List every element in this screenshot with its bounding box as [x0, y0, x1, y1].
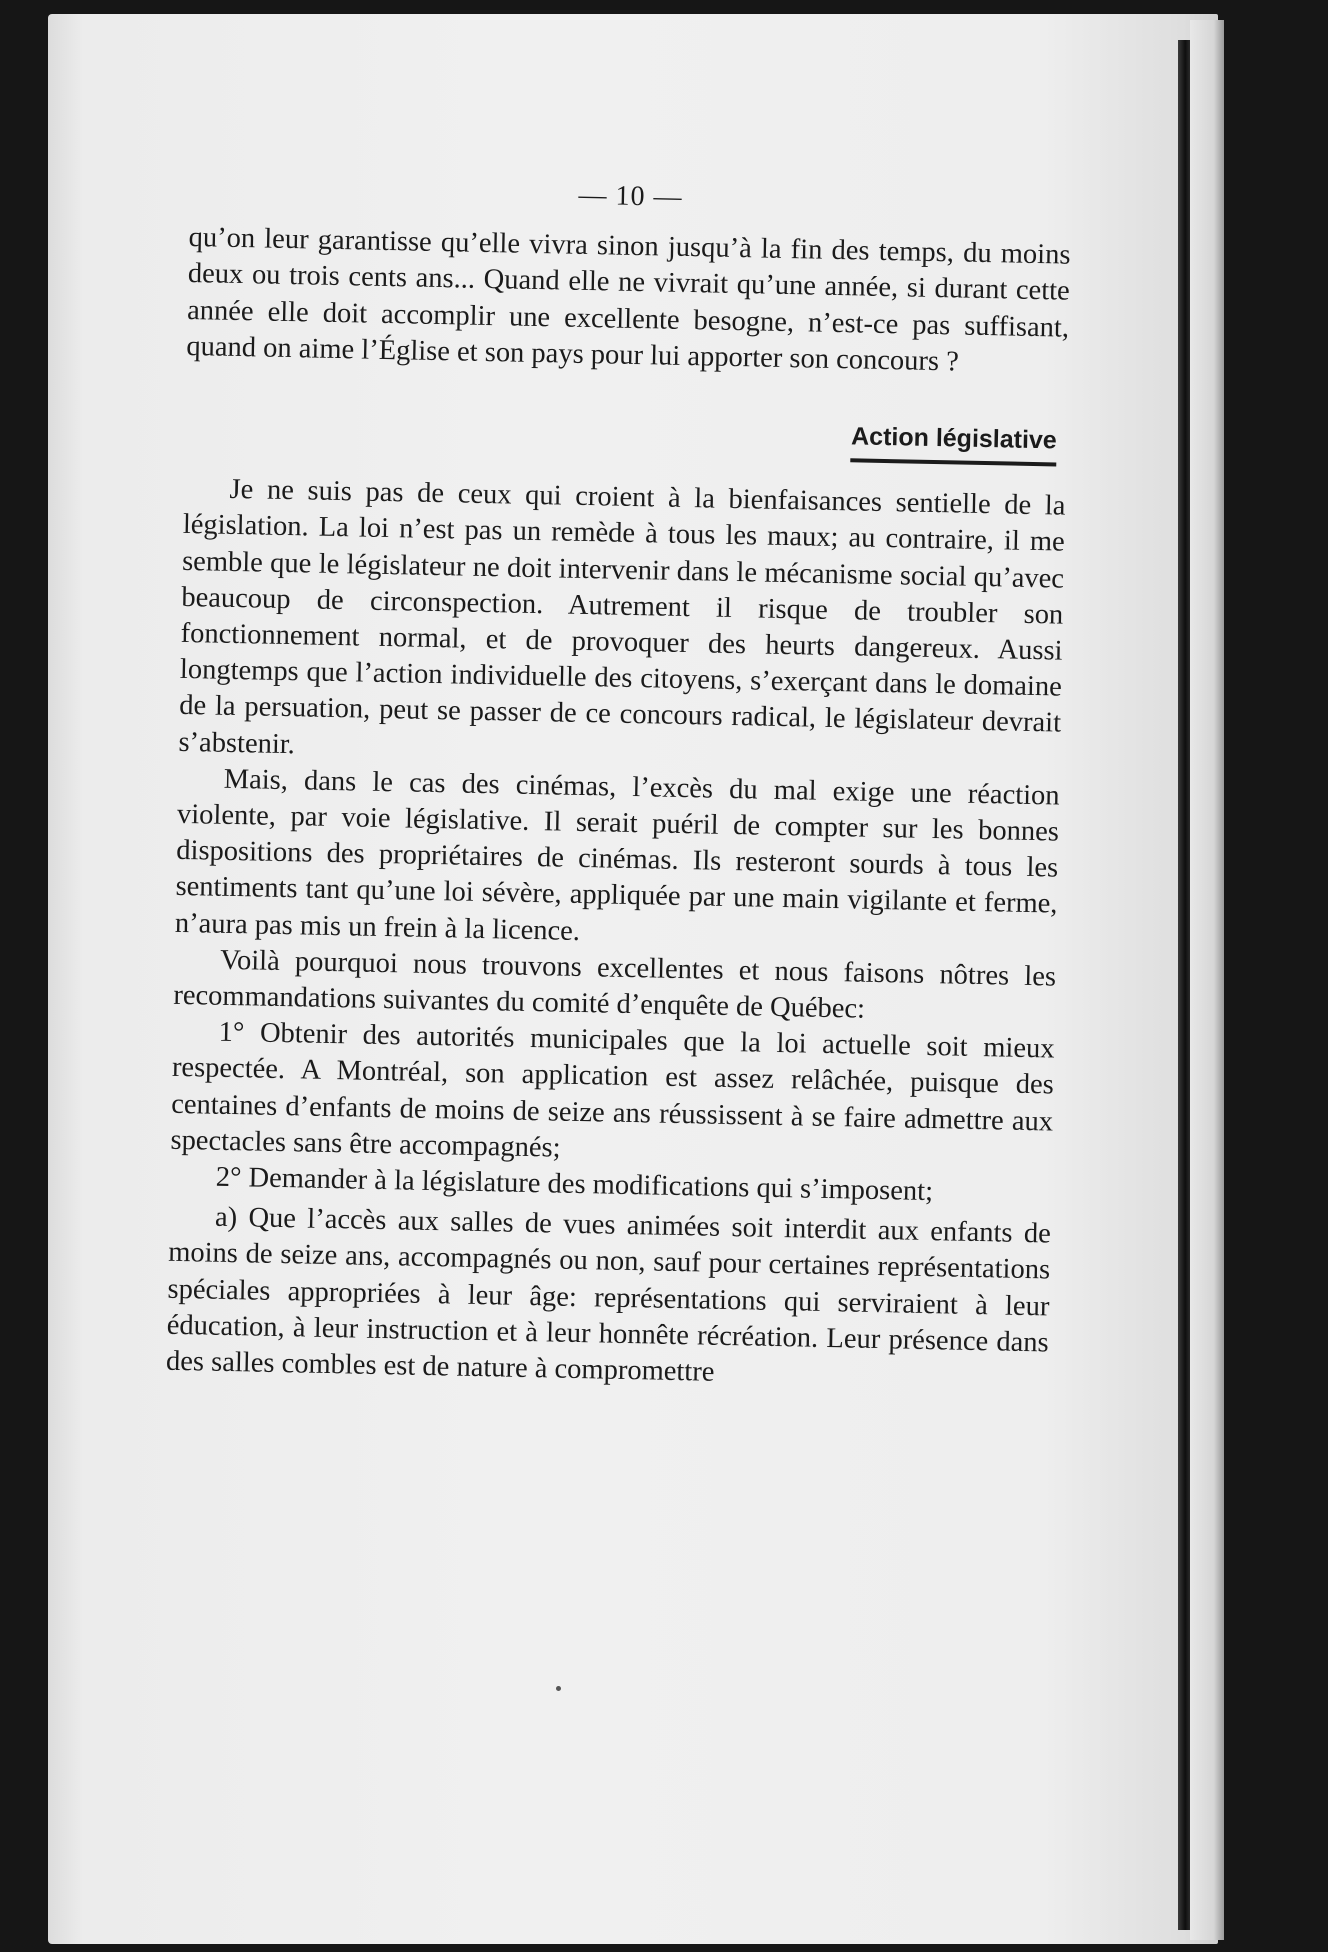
paragraph: Mais, dans le cas des cinémas, l’excès du mal exige une réaction violente, par voie législative. Il serait puéril de compter sur les bonnes dispositions des propriétaires de cinémas. Ils resteront sourds à tous les sentiments tant qu’une loi sévère, appliquée par une main vigilante et ferme, n’aura pas mis un frein à la licence.: [174, 763, 1060, 947]
section-heading-wrap: [184, 405, 1057, 467]
book-spine-shadow: [1178, 40, 1190, 1930]
paragraph: Voilà pourquoi nous trouvons excellentes et nous faisons nôtres les recommandations suivantes du comité d’enquête de Québec:: [173, 944, 1057, 1025]
facing-page-edge: [1190, 20, 1224, 1940]
section-heading: Action législative: [851, 418, 1057, 466]
page-number: — 10 —: [578, 179, 683, 213]
paragraph: a) Que l’accès aux salles de vues animées soit interdit aux enfants de moins de seize ans, accompagnés ou non, sauf pour certaines représentations spéciales appropriées à leur âge: représentations qui serviraient à leur éducation, à leur instruction et à leur honnête récréation. Leur présence dans des salles combles est de nature à compromettre: [165, 1201, 1052, 1388]
paragraph: 1° Obtenir des autorités municipales que la loi actuelle soit mieux respectée. A Montréal, son application est assez relâchée, puisque des centaines d’enfants de moins de seize ans réussissent à se faire admettre aux spectacles sans être accompagnés;: [170, 1017, 1055, 1164]
speck-mark: [556, 1686, 561, 1691]
page-text-block: [166, 170, 1072, 1398]
paragraph-continuation: qu’on leur garantisse qu’elle vivra sinon jusqu’à la fin des temps, du moins deux ou trois cents ans... Quand elle ne vivrait qu’une année, si durant cette année elle doit accomplir une excellente besogne, n’est-ce pas suffisant, quand on aime l’Église et son pays pour lui apporter son concours ?: [186, 222, 1071, 378]
paragraph: Je ne suis pas de ceux qui croient à la bienfaisances sentielle de la législation. La loi n’est pas un remède à tous les maux; au contraire, il me semble que le législateur ne doit intervenir dans le mécanisme social qu’avec beaucoup de circonspection. Autrement il risque de troubler son fonctionnement normal, et de provoquer des heurts dangereux. Aussi longtemps que l’action individuelle des citoyens, s’exerçant dans le domaine de la persuation, peut se passer de ce concours radical, le législateur devrait s’abstenir.: [178, 474, 1066, 760]
paragraph: 2° Demander à la législature des modifications qui s’imposent;: [215, 1161, 934, 1208]
